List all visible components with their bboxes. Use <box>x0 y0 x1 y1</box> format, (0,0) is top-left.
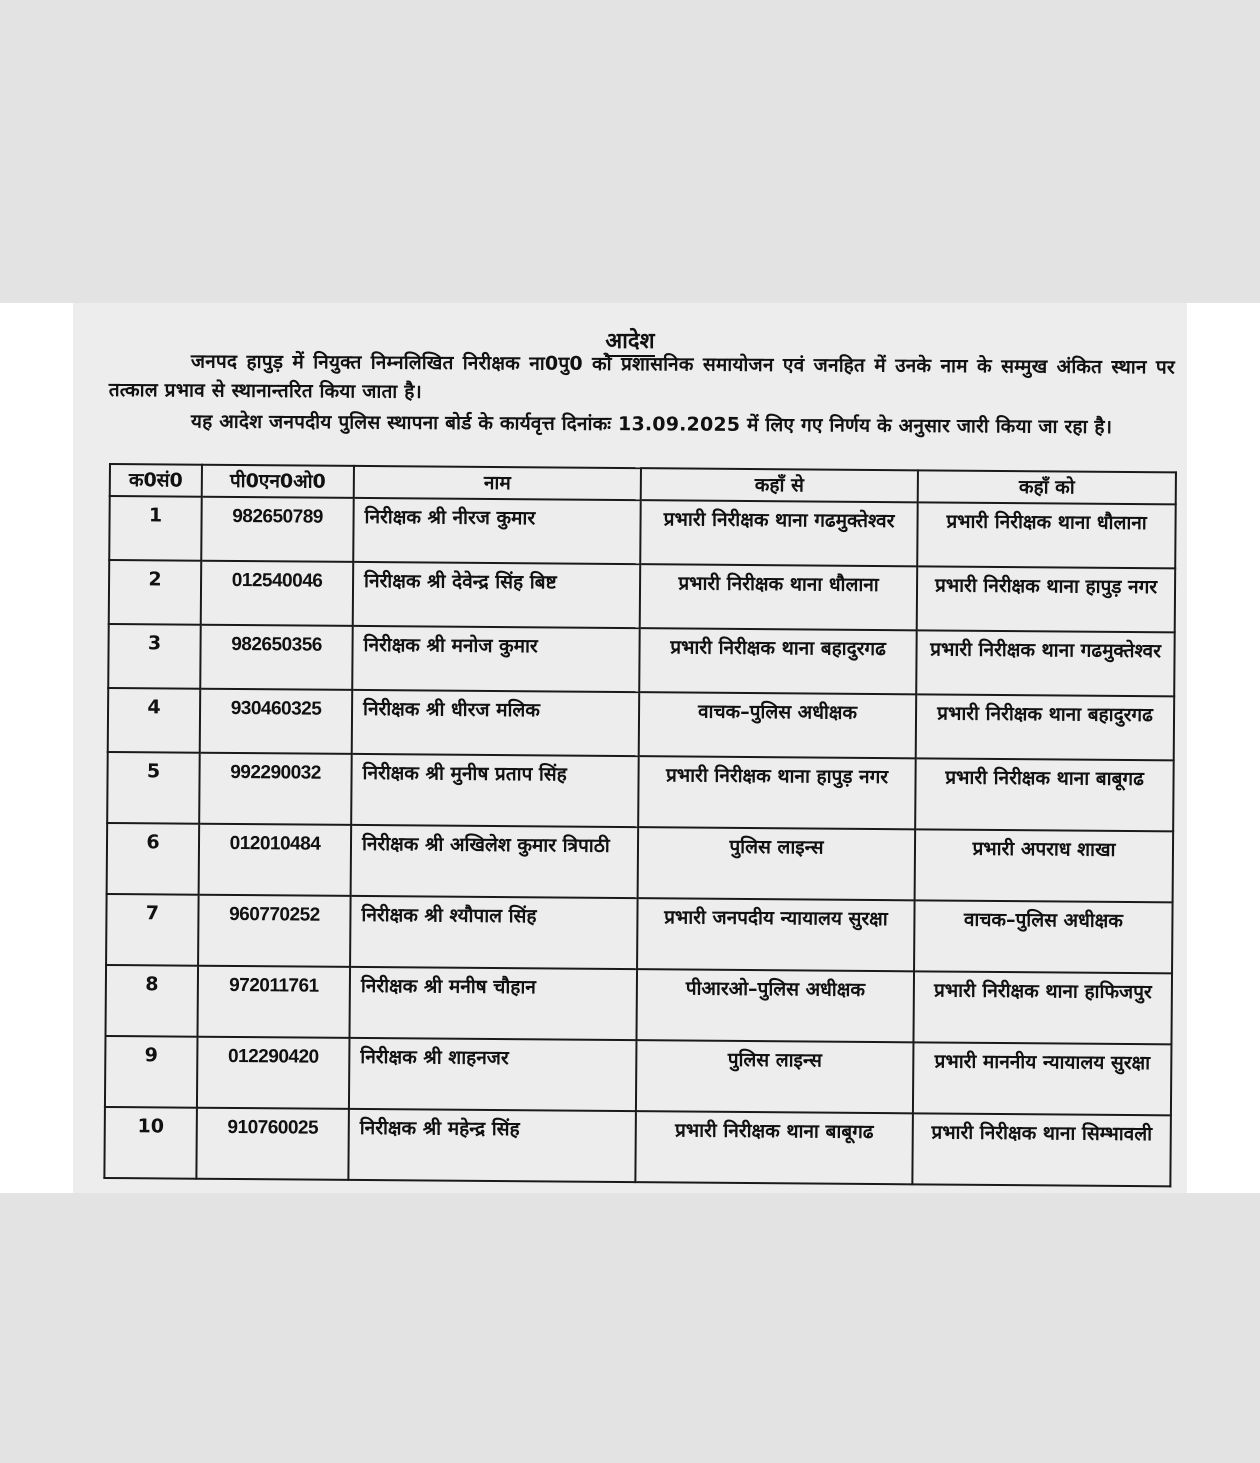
cell-name: निरीक्षक श्री धीरज मलिक <box>352 690 639 756</box>
cell-name: निरीक्षक श्री अखिलेश कुमार त्रिपाठी <box>351 825 639 898</box>
cell-serial-no: 9 <box>105 1036 198 1108</box>
cell-serial-no: 8 <box>105 965 198 1037</box>
cell-name: निरीक्षक श्री देवेन्द्र सिंह बिष्ट <box>353 562 640 628</box>
cell-to: प्रभारी निरीक्षक थाना गढमुक्तेश्वर <box>916 630 1174 696</box>
table-row <box>104 1107 1171 1186</box>
cell-name: निरीक्षक श्री मनीष चौहान <box>349 967 637 1040</box>
cell-from: पीआरओ–पुलिस अधीक्षक <box>636 969 914 1042</box>
cell-pno: 972011761 <box>197 966 350 1038</box>
transfer-table <box>103 463 1177 1187</box>
document-page <box>73 303 1187 1193</box>
cell-pno: 910760025 <box>196 1108 349 1180</box>
header-to: कहाँ को <box>918 470 1176 504</box>
cell-to: प्रभारी अपराध शाखा <box>915 829 1174 902</box>
table-row <box>109 560 1175 632</box>
cell-pno: 930460325 <box>200 689 352 754</box>
cell-pno: 012290420 <box>197 1037 350 1109</box>
table-row <box>107 823 1174 902</box>
cell-serial-no: 6 <box>107 823 200 895</box>
header-from: कहाँ से <box>641 468 918 502</box>
table-row <box>105 965 1172 1044</box>
cell-name: निरीक्षक श्री मुनीष प्रताप सिंह <box>351 754 639 827</box>
cell-serial-no: 4 <box>108 688 200 753</box>
cell-from: प्रभारी जनपदीय न्यायालय सुरक्षा <box>637 898 915 971</box>
order-paragraph-1 <box>109 347 1175 412</box>
table-row <box>106 894 1173 973</box>
indent <box>109 427 191 428</box>
cell-from: प्रभारी निरीक्षक थाना बाबूगढ <box>635 1111 913 1184</box>
cell-name: निरीक्षक श्री श्यौपाल सिंह <box>350 896 638 969</box>
cell-name: निरीक्षक श्री शाहनजर <box>349 1038 637 1111</box>
table-row <box>107 752 1174 831</box>
cell-serial-no: 1 <box>109 496 201 561</box>
cell-to: प्रभारी निरीक्षक थाना हाफिजपुर <box>913 971 1172 1044</box>
cell-name: निरीक्षक श्री नीरज कुमार <box>353 498 640 564</box>
title-text: आदेश <box>605 329 654 357</box>
cell-pno: 982650789 <box>201 497 353 562</box>
cell-from: प्रभारी निरीक्षक थाना हापुड़ नगर <box>638 756 916 829</box>
cell-to: प्रभारी माननीय न्यायालय सुरक्षा <box>913 1042 1172 1115</box>
cell-to: प्रभारी निरीक्षक थाना बहादुरगढ <box>916 694 1174 760</box>
cell-pno: 012010484 <box>199 824 352 896</box>
cell-to: प्रभारी निरीक्षक थाना सिम्भावली <box>912 1113 1171 1186</box>
indent <box>109 367 191 368</box>
cell-from: प्रभारी निरीक्षक थाना गढमुक्तेश्वर <box>640 500 917 566</box>
paragraph-1-text: जनपद हापुड़ में नियुक्त निम्नलिखित निरीक्षक ना0पु0 को प्रशासनिक समायोजन एवं जनहित में उनके नाम के सम्मुख अंकित स्थान पर तत्काल प्रभाव से स्थानान्तरित किया जाता है। <box>108 350 1175 403</box>
cell-to: वाचक–पुलिस अधीक्षक <box>914 900 1173 973</box>
cell-from: पुलिस लाइन्स <box>636 1040 914 1113</box>
header-pno: पी0एन0ओ0 <box>202 465 354 498</box>
cell-serial-no: 5 <box>107 752 200 824</box>
paragraph-2-text: यह आदेश जनपदीय पुलिस स्थापना बोर्ड के कार्यवृत्त दिनांकः 13.09.2025 में लिए गए निर्णय के अनुसार जारी किया जा रहा है। <box>190 410 1113 439</box>
cell-name: निरीक्षक श्री महेन्द्र सिंह <box>348 1109 636 1182</box>
cell-from: वाचक–पुलिस अधीक्षक <box>639 692 916 758</box>
cell-to: प्रभारी निरीक्षक थाना हापुड़ नगर <box>917 566 1175 632</box>
cell-serial-no: 7 <box>106 894 199 966</box>
cell-to: प्रभारी निरीक्षक थाना बाबूगढ <box>915 758 1174 831</box>
cell-pno: 992290032 <box>199 753 352 825</box>
cell-from: पुलिस लाइन्स <box>638 827 916 900</box>
cell-serial-no: 3 <box>108 624 200 689</box>
table-row <box>108 624 1174 696</box>
cell-from: प्रभारी निरीक्षक थाना धौलाना <box>640 564 917 630</box>
cell-to: प्रभारी निरीक्षक थाना धौलाना <box>917 502 1175 568</box>
cell-pno: 960770252 <box>198 895 351 967</box>
cell-serial-no: 10 <box>104 1107 197 1179</box>
header-serial-no: क0सं0 <box>110 464 202 497</box>
table-row <box>108 688 1174 760</box>
cell-pno: 012540046 <box>201 561 353 626</box>
cell-pno: 982650356 <box>200 625 352 690</box>
cell-name: निरीक्षक श्री मनोज कुमार <box>352 626 639 692</box>
table-row <box>105 1036 1172 1115</box>
table-row <box>109 496 1175 568</box>
cell-from: प्रभारी निरीक्षक थाना बहादुरगढ <box>639 628 916 694</box>
header-name: नाम <box>354 466 641 500</box>
order-paragraph-2 <box>109 407 1175 443</box>
cell-serial-no: 2 <box>109 560 201 625</box>
